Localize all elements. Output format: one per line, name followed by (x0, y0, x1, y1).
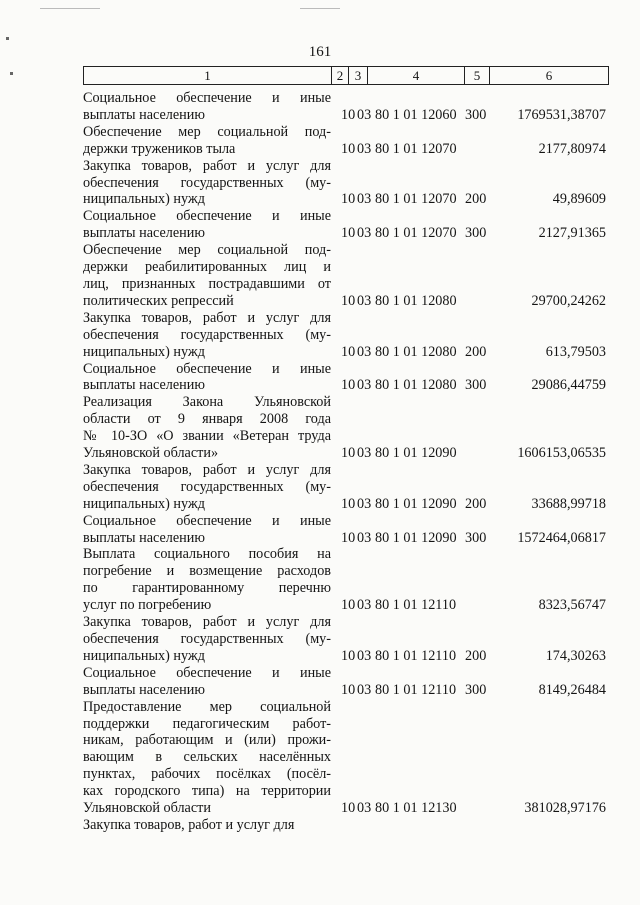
description-line: Социальное обеспечение и иные (83, 90, 331, 106)
target-article-code: 80 1 01 12090 (375, 495, 457, 512)
row-amount: 381028,97176 (524, 800, 606, 817)
description-line: поддержки педагогическим работ- (83, 715, 331, 732)
section-code: 10 (341, 292, 356, 309)
description-line: обеспечения государственных (му- (83, 174, 331, 191)
description-line: выплаты населению (83, 106, 205, 123)
row-description (83, 699, 331, 817)
description-line: Предоставление мер социальной (83, 698, 331, 715)
row-codes (331, 597, 491, 614)
row-amount: 1572464,06817 (517, 529, 606, 546)
row-description (83, 124, 331, 158)
row-codes (331, 225, 491, 242)
section-code: 10 (341, 800, 356, 817)
row-description (83, 614, 331, 665)
expense-type-code: 200 (465, 191, 487, 208)
row-amount: 29086,44759 (531, 377, 606, 394)
scan-mark (300, 8, 340, 9)
target-article-code: 80 1 01 12110 (375, 681, 457, 698)
expense-type-code: 300 (465, 529, 487, 546)
subsection-code: 03 (357, 377, 372, 394)
row-description (83, 817, 331, 834)
section-code: 10 (341, 445, 356, 462)
section-code: 10 (341, 529, 356, 546)
table-row (83, 817, 608, 834)
description-line: Закупка товаров, работ и услуг для (83, 614, 331, 631)
budget-table-body (83, 90, 608, 834)
section-code: 10 (341, 343, 356, 360)
expense-type-code: 300 (465, 681, 487, 698)
section-code: 10 (341, 647, 356, 664)
table-row (83, 665, 608, 699)
expense-type-code: 200 (465, 647, 487, 664)
description-line: Обеспечение мер социальной под- (83, 123, 331, 140)
subsection-code: 03 (357, 292, 372, 309)
target-article-code: 80 1 01 12110 (375, 647, 457, 664)
target-article-code: 80 1 01 12080 (375, 292, 457, 309)
subsection-code: 03 (357, 343, 372, 360)
section-code: 10 (341, 191, 356, 208)
table-row (83, 361, 608, 395)
column-header: 2 (332, 67, 349, 85)
row-description (83, 208, 331, 242)
description-line: ниципальных) нужд (83, 647, 205, 664)
section-code: 10 (341, 225, 356, 242)
column-header: 3 (349, 67, 368, 85)
row-amount: 613,79503 (545, 343, 606, 360)
row-codes (331, 682, 491, 699)
subsection-code: 03 (357, 140, 372, 157)
table-row (83, 614, 608, 665)
page-number: 161 (308, 44, 332, 60)
table-row (83, 158, 608, 209)
target-article-code: 80 1 01 12070 (375, 140, 457, 157)
description-line: политических репрессий (83, 292, 234, 309)
table-row (83, 513, 608, 547)
table-row (83, 394, 608, 462)
column-header: 6 (490, 67, 609, 85)
table-row (83, 90, 608, 124)
column-header-table (83, 66, 609, 85)
row-codes (331, 107, 491, 124)
description-line: Закупка товаров, работ и услуг для (83, 816, 295, 833)
table-row (83, 310, 608, 361)
row-description (83, 665, 331, 699)
table-row (83, 208, 608, 242)
subsection-code: 03 (357, 445, 372, 462)
description-line: обеспечения государственных (му- (83, 478, 331, 495)
row-amount: 49,89609 (552, 191, 606, 208)
column-header: 4 (368, 67, 465, 85)
description-line: выплаты населению (83, 681, 205, 698)
subsection-code: 03 (357, 225, 372, 242)
column-header: 5 (465, 67, 490, 85)
row-description (83, 546, 331, 614)
row-description (83, 90, 331, 124)
description-line: выплаты населению (83, 529, 205, 546)
row-amount: 1769531,38707 (517, 106, 606, 123)
subsection-code: 03 (357, 597, 372, 614)
row-codes (331, 800, 491, 817)
subsection-code: 03 (357, 495, 372, 512)
row-description (83, 242, 331, 310)
expense-type-code: 300 (465, 106, 487, 123)
row-description (83, 361, 331, 395)
expense-type-code: 200 (465, 495, 487, 512)
row-description (83, 310, 331, 361)
row-amount: 8149,26484 (538, 681, 606, 698)
section-code: 10 (341, 681, 356, 698)
description-line: ках городского типа) на территории (83, 783, 331, 800)
table-row (83, 699, 608, 817)
table-row (83, 242, 608, 310)
description-line: выплаты населению (83, 225, 205, 242)
target-article-code: 80 1 01 12070 (375, 191, 457, 208)
description-line: Ульяновской области» (83, 445, 219, 462)
description-line: Закупка товаров, работ и услуг для (83, 461, 331, 478)
row-codes (331, 293, 491, 310)
target-article-code: 80 1 01 12080 (375, 343, 457, 360)
target-article-code: 80 1 01 12060 (375, 106, 457, 123)
row-description (83, 462, 331, 513)
expense-type-code: 300 (465, 225, 487, 242)
description-line: обеспечения государственных (му- (83, 326, 331, 343)
table-row (83, 546, 608, 614)
description-line: ниципальных) нужд (83, 495, 205, 512)
row-amount: 29700,24262 (531, 292, 606, 309)
subsection-code: 03 (357, 106, 372, 123)
description-line: № 10-ЗО «О звании «Ветеран труда (83, 428, 331, 445)
description-line: услуг по погребению (83, 597, 212, 614)
row-amount: 2177,80974 (538, 140, 606, 157)
target-article-code: 80 1 01 12070 (375, 225, 457, 242)
table-row (83, 124, 608, 158)
row-codes (331, 445, 491, 462)
row-codes (331, 530, 491, 547)
target-article-code: 80 1 01 12080 (375, 377, 457, 394)
row-codes (331, 648, 491, 665)
description-line: Социальное обеспечение и иные (83, 208, 331, 225)
description-line: лиц, признанных пострадавшими от (83, 275, 331, 292)
description-line: ниципальных) нужд (83, 343, 205, 360)
description-line: Социальное обеспечение и иные (83, 664, 331, 681)
target-article-code: 80 1 01 12130 (375, 800, 457, 817)
description-line: обеспечения государственных (му- (83, 631, 331, 647)
subsection-code: 03 (357, 191, 372, 208)
target-article-code: 80 1 01 12090 (375, 529, 457, 546)
section-code: 10 (341, 597, 356, 614)
expense-type-code: 200 (465, 343, 487, 360)
row-amount: 2127,91365 (538, 225, 606, 242)
description-line: погребение и возмещение расходов (83, 563, 331, 580)
subsection-code: 03 (357, 529, 372, 546)
row-codes (331, 141, 491, 158)
description-line: Реализация Закона Ульяновской (83, 394, 331, 411)
description-line: держки реабилитированных лиц и (83, 259, 331, 276)
target-article-code: 80 1 01 12110 (375, 597, 457, 614)
scan-mark (40, 8, 100, 9)
subsection-code: 03 (357, 800, 372, 817)
column-header: 1 (84, 67, 332, 85)
target-article-code: 80 1 01 12090 (375, 445, 457, 462)
row-description (83, 158, 331, 209)
description-line: Закупка товаров, работ и услуг для (83, 309, 331, 326)
description-line: пунктах, рабочих посёлках (посёл- (83, 766, 331, 783)
description-line: области от 9 января 2008 года (83, 411, 331, 428)
row-codes (331, 191, 491, 208)
subsection-code: 03 (357, 647, 372, 664)
scan-artifact (10, 72, 13, 75)
description-line: выплаты населению (83, 377, 205, 394)
description-line: никам, работающим и (или) прожи- (83, 732, 331, 749)
row-amount: 33688,99718 (531, 495, 606, 512)
description-line: Социальное обеспечение и иные (83, 360, 331, 377)
row-amount: 174,30263 (545, 647, 606, 664)
row-codes (331, 377, 491, 394)
row-description (83, 513, 331, 547)
section-code: 10 (341, 377, 356, 394)
description-line: ниципальных) нужд (83, 191, 205, 208)
description-line: Закупка товаров, работ и услуг для (83, 157, 331, 174)
section-code: 10 (341, 140, 356, 157)
section-code: 10 (341, 495, 356, 512)
expense-type-code: 300 (465, 377, 487, 394)
row-codes (331, 817, 491, 834)
row-amount: 1606153,06535 (517, 445, 606, 462)
description-line: Ульяновской области (83, 800, 211, 817)
description-line: по гарантированному перечню (83, 580, 331, 597)
row-codes (331, 344, 491, 361)
description-line: Обеспечение мер социальной под- (83, 242, 331, 259)
description-line: Выплата социального пособия на (83, 546, 331, 563)
subsection-code: 03 (357, 681, 372, 698)
row-description (83, 394, 331, 462)
table-row (83, 462, 608, 513)
description-line: Социальное обеспечение и иные (83, 512, 331, 529)
description-line: держки тружеников тыла (83, 140, 236, 157)
row-amount: 8323,56747 (538, 597, 606, 614)
section-code: 10 (341, 106, 356, 123)
scan-artifact (6, 37, 9, 40)
row-codes (331, 496, 491, 513)
description-line: вающим в сельских населённых (83, 749, 331, 766)
